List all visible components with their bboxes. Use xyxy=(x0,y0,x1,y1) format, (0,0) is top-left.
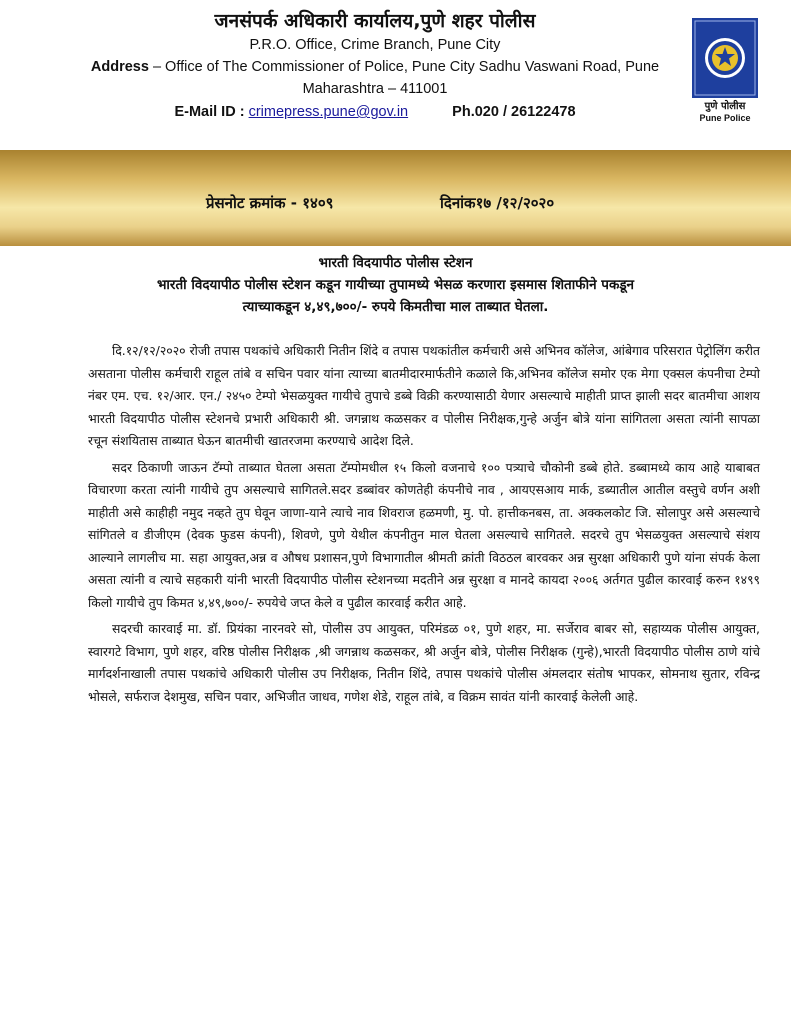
police-badge-icon xyxy=(692,18,758,98)
logo-caption-marathi: पुणे पोलीस xyxy=(704,101,746,112)
gold-banner xyxy=(0,150,791,246)
address-text: – Office of The Commissioner of Police, Pune City Sadhu Vaswani Road, Pune xyxy=(148,59,660,75)
pune-police-logo xyxy=(689,18,761,128)
email-label: E-Mail ID : xyxy=(174,104,249,120)
headline-line-2: त्याच्याकडून ४,४९,७००/- रुपये किमतीचा माल ताब्यात घेतला. xyxy=(242,299,549,315)
press-note-date: दिनांक१७ /१२/२०२० xyxy=(440,194,555,212)
press-note-number: प्रेसनोट क्रमांक - १४०९ xyxy=(206,194,334,212)
pro-office: P.R.O. Office, Crime Branch, Pune City xyxy=(249,37,501,53)
address-line xyxy=(60,56,690,78)
email-link[interactable]: crimepress.pune@gov.in xyxy=(248,104,409,120)
address-state: Maharashtra – 411001 xyxy=(302,81,448,97)
press-release-body xyxy=(88,340,760,712)
letterhead-text xyxy=(60,8,690,124)
paragraph-3: सदरची कारवाई मा. डॉ. प्रियंका नारनवरे सो, पोलीस उप आयुक्त, परिमंडळ ०१, पुणे शहर, मा. सर्जेराव बाबर सो, सहाय्यक पोलीस आयुक्त, स्वारगटे विभाग, पुणे शहर, वरिष्ठ पोलीस निरीक्षक ,श्री जगन्नाथ कळसकर, श्री अर्जुन बोत्रे, पोलीस निरीक्षक (गुन्हे),भारती विदयापीठ पोलीस ठाणे यांचे मार्गदर्शनाखाली तपास पथकांचे अधिकारी पोलीस उप निरीक्षक, नितीन शिंदे, तपास पथकांचे पोलीस अंमलदार संतोष भापकर, सोमनाथ सुतार, रविन्द्र भोसले, सर्फराज देशमुख, सचिन पवार, अभिजीत जाधव, गणेश शेडे, राहूल तांबे, व विक्रम सावंत यांनी कारवाई केलेली आहे. xyxy=(88,621,760,704)
logo-caption-english: Pune Police xyxy=(699,113,751,123)
station-name: भारती विदयापीठ पोलीस स्टेशन xyxy=(318,255,473,271)
paragraph-1: दि.१२/१२/२०२० रोजी तपास पथकांचे अधिकारी नितीन शिंदे व तपास पथकांतील कर्मचारी असे अभिनव कॉलेज, आंबेगाव परिसरात पेट्रोलिंग करीत असताना पोलीस कर्मचारी राहूल तांबे व सचिन पवार यांना त्याच्या बातमीदारमार्फतीने कळाले कि,अभिनव कॉलेज समोर एक मेगा एक्सल कंपनीचा टेम्पो नंबर एम. एच. १२/आर. एन./ २४५० टेम्पो भेसळयुक्त गायीचे तुपाचे डब्बे विक्री करण्यासाठी येणार असल्याचे माहीती प्राप्त झाली सदर बातमीचा आशय भारती विदयापीठ पोलीस स्टेशनचे प्रभारी अधिकारी श्री. जगन्नाथ कळसकर व पोलीस निरीक्षक,गुन्हे अर्जुन बोत्रे यांना सांगितला असता त्यांनी सापळा रचून संशयितास ताब्यात घेऊन बातमीची खातरजमा करण्याचे आदेश दिले. xyxy=(88,343,760,448)
paragraph-2: सदर ठिकाणी जाऊन टॅम्पो ताब्यात घेतला असता टॅम्पोमधील १५ किलो वजनाचे १०० पत्र्याचे चौकोनी डब्बे होते. डब्बामध्ये काय आहे याबाबत विचारणा करता त्यांनी गायीचे तुप असल्याचे सागितले.सदर डब्बांवर कोणतेही कंपनीचे नाव , आयएसआय मार्क, डब्यातील आतील वस्तुचे वर्णन अशी माहीती असे काहीही नमुद नव्हते तुप घेवून जाणा-याने त्याचे नाव शिवराज हळमणी, मु. पो. हात्तीकनबस, ता. अक्कलकोट जि. सोलापुर असे असल्याचे सांगितले व डीजीएम (देवक फुडस कंपनी), शिवणे, पुणे येथील कंपनीतुन माल घेतला असल्याचे सागितले. सदरचे तुप भेसळयुक्त असल्याचे संशय आल्याने लागलीच मा. सहा आयुक्त,अन्न व औषध प्रशासन,पुणे विभागातील श्रीमती क्रांती विठठल बारवकर अन्न सुरक्षा अधिकारी पुणे यांना संपर्क केला असता त्यांनी व त्याचे सहकारी यांनी भारती विदयापीठ पोलीस स्टेशनच्या मदतीने अन्न सुरक्षा व मानदे कायदा २००६ अर्तगत पुढील कारवाई करुन १४९९ किलो गायीचे तुप किमत ४,४९,७००/- रुपयेचे जप्त केले व पुढील कारवाई करीत आहे. xyxy=(88,459,760,610)
address-label: Address xyxy=(90,59,149,75)
phone-number: Ph.020 / 26122478 xyxy=(452,104,576,120)
contact-row xyxy=(60,100,690,124)
office-title: जनसंपर्क अधिकारी कार्यालय,पुणे शहर पोलीस xyxy=(214,10,536,32)
letterhead xyxy=(0,0,791,145)
headline-line-1: भारती विदयापीठ पोलीस स्टेशन कडून गायीच्या तुपामध्ये भेसळ करणारा इसमास शिताफीने पकडून xyxy=(156,277,635,293)
news-heading xyxy=(40,252,751,318)
